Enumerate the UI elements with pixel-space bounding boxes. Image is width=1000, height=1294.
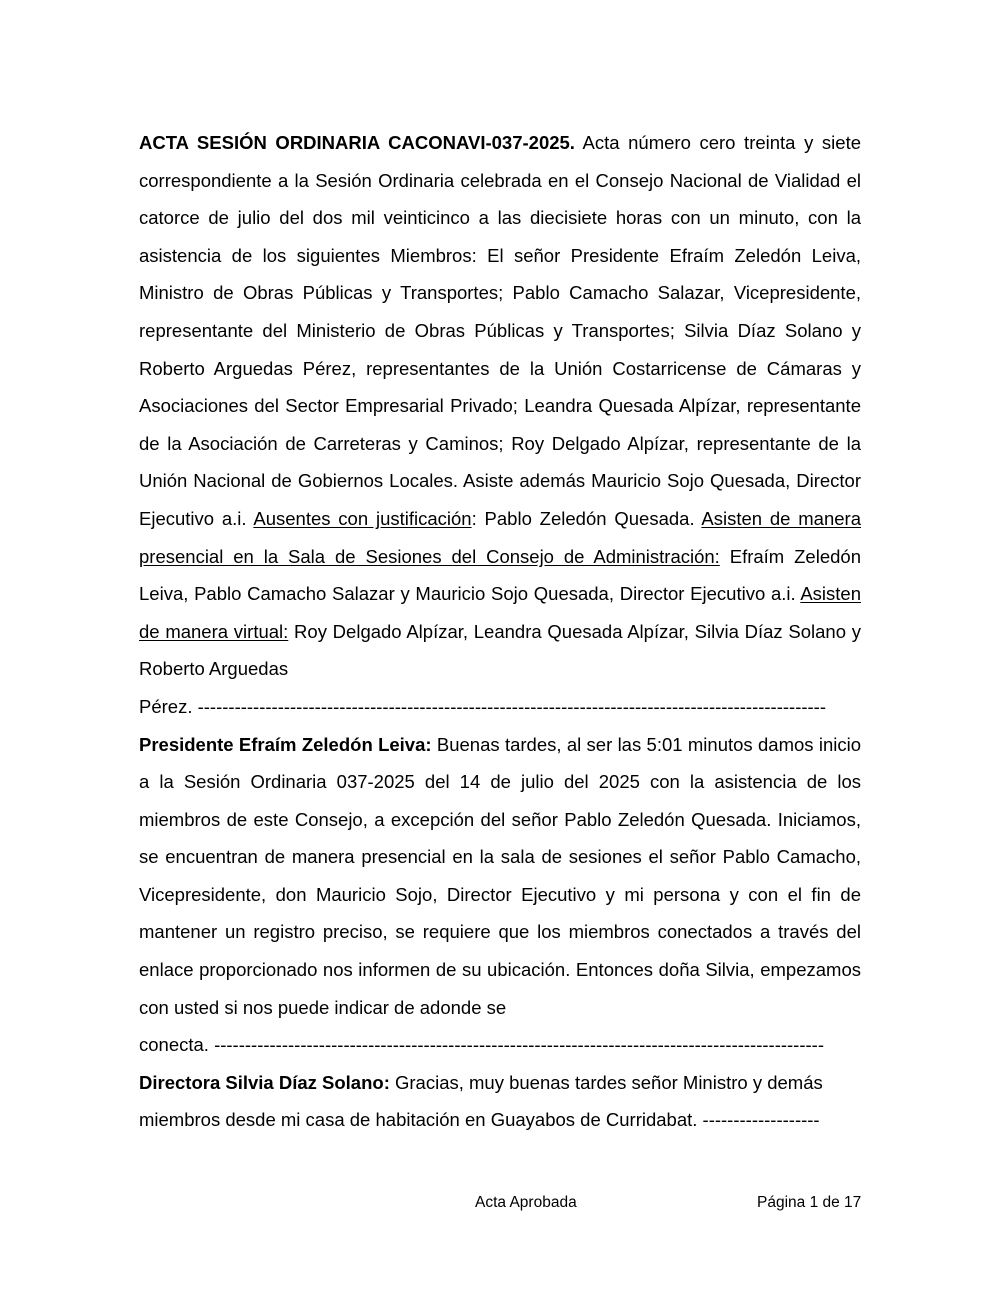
presencial-text: Efraím Zeledón Leiva, Pablo Camacho Salazar y Mauricio Sojo Quesada, Director Ejecutivo a.i. (139, 545, 861, 605)
president-closing-line: conecta. --------------------------------------------------------------------------------------------------- (139, 1034, 824, 1056)
president-text: Buenas tardes, al ser las 5:01 minutos damos inicio a la Sesión Ordinaria 037-2025 del 14 de julio del 2025 con la asistencia de los miembros de este Consejo, a excepción del señor Pablo Zeledón Quesada. Iniciamos, se encuentran de manera presencial en la sala de sesiones el señor Pablo Camacho, Vicepresidente, don Mauricio Sojo, Director Ejecutivo y mi persona y con el fin de mantener un registro preciso, se requiere que los miembros conectados a través del enlace proporcionado nos informen de su ubicación. Entonces doña Silvia, empezamos con usted si nos puede indicar de adonde se (139, 733, 861, 1018)
footer-status: Acta Aprobada (475, 1194, 577, 1211)
director-speaker: Directora Silvia Díaz Solano: (139, 1071, 390, 1093)
director-last-line: miembros desde mi casa de habitación en Guayabos de Curridabat. ------------------- (139, 1109, 820, 1131)
opening-paragraph (139, 124, 861, 688)
virtual-text: Roy Delgado Alpízar, Leandra Quesada Alpízar, Silvia Díaz Solano y Roberto Arguedas (139, 620, 861, 680)
absent-text: : Pablo Zeledón Quesada. (471, 507, 702, 529)
absent-label: Ausentes con justificación (253, 507, 472, 529)
document-body (139, 124, 861, 1139)
director-text: Gracias, muy buenas tardes señor Ministro y demás (389, 1071, 823, 1093)
opening-text: Acta número cero treinta y siete correspondiente a la Sesión Ordinaria celebrada en el Consejo Nacional de Vialidad el catorce de julio del dos mil veinticinco a las diecisiete horas con un minuto, con la asistencia de los siguientes Miembros: El señor Presidente Efraím Zeledón Leiva, Ministro de Obras Públicas y Transportes; Pablo Camacho Salazar, Vicepresidente, representante del Ministerio de Obras Públicas y Transportes; Silvia Díaz Solano y Roberto Arguedas Pérez, representantes de la Unión Costarricense de Cámaras y Asociaciones del Sector Empresarial Privado; Leandra Quesada Alpízar, representante de la Asociación de Carreteras y Caminos; Roy Delgado Alpízar, representante de la Unión Nacional de Gobiernos Locales. Asiste además Mauricio Sojo Quesada, Director Ejecutivo a.i. (139, 132, 861, 529)
footer-page-number: Página 1 de 17 (757, 1194, 862, 1211)
president-paragraph (139, 726, 861, 1027)
virtual-label: Asisten de manera virtual: (139, 583, 861, 642)
acta-heading: ACTA SESIÓN ORDINARIA CACONAVI-037-2025. (139, 132, 575, 153)
president-speaker: Presidente Efraím Zeledón Leiva: (139, 733, 432, 755)
opening-closing-line: Pérez. ------------------------------------------------------------------------------------------------------ (139, 695, 826, 717)
presencial-label: Asisten de manera presencial en la Sala de Sesiones del Consejo de Administración: (139, 507, 861, 567)
director-paragraph (139, 1064, 861, 1102)
